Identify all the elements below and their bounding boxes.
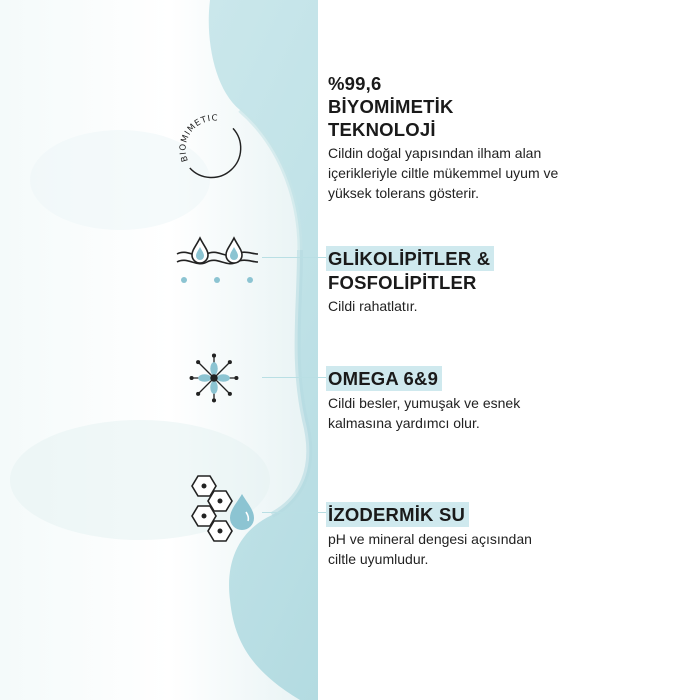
feature-izodermik-su-description: pH ve mineral dengesi açısından ciltle uyumludur. — [328, 531, 532, 567]
feature-glikolipitler-title-line2: FOSFOLİPİTLER — [328, 272, 477, 293]
feature-biomimetic-title-line3: TEKNOLOJİ — [328, 119, 436, 140]
feature-omega-title — [328, 366, 528, 391]
badge-text: BIOMIMETIC — [178, 113, 219, 163]
feature-glikolipitler-description: Cildi rahatlatır. — [328, 298, 418, 314]
connector-line-izodermik — [262, 512, 328, 513]
hexagon-water-drop-icon — [184, 472, 264, 542]
lipid-droplets-icon — [172, 232, 262, 292]
feature-biomimetic-title-line1: %99,6 — [328, 73, 382, 94]
feature-glikolipitler — [328, 246, 568, 316]
feature-omega-title-line1: OMEGA 6&9 — [326, 366, 442, 391]
feature-glikolipitler-title-line1: GLİKOLİPİTLER & — [326, 246, 494, 271]
feature-omega — [328, 366, 528, 433]
feature-izodermik-su — [328, 502, 558, 569]
feature-glikolipitler-title — [328, 246, 568, 294]
feature-biomimetic-title-line2: BİYOMİMETİK — [328, 96, 454, 117]
feature-izodermik-su-title — [328, 502, 558, 527]
connector-line-glikolipit — [262, 257, 328, 258]
flower-molecule-icon — [186, 350, 242, 406]
feature-biomimetic-title — [328, 72, 568, 141]
feature-biomimetic — [328, 72, 568, 203]
feature-omega-description: Cildi besler, yumuşak ve esnek kalmasına yardımcı olur. — [328, 395, 521, 431]
feature-biomimetic-description: Cildin doğal yapısından ilham alan içerikleriyle ciltle mükemmel uyum ve yüksek tolerans gösterir. — [328, 145, 559, 201]
connector-line-omega — [262, 377, 328, 378]
feature-izodermik-su-title-line1: İZODERMİK SU — [326, 502, 469, 527]
biomimetic-badge-icon — [170, 105, 260, 195]
